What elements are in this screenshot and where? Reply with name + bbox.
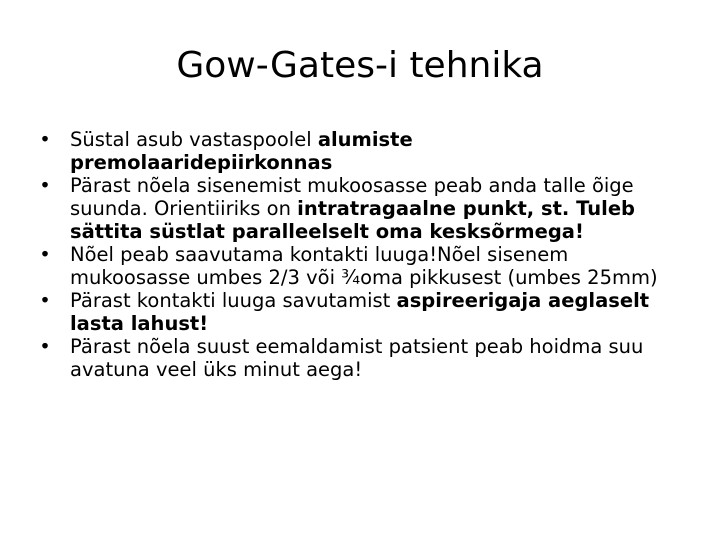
text-segment: Pärast nõela sisenemist mukoosasse peab anda talle õige suunda. Orientiiriks on: [70, 174, 634, 220]
bullet-item: [36, 128, 676, 174]
bold-text-segment: alumiste premolaaridepiirkonnas: [70, 128, 413, 174]
bullet-item: [36, 174, 676, 243]
bullet-item: [36, 243, 676, 289]
text-segment: Süstal asub vastaspoolel: [70, 128, 318, 151]
slide-title: Gow-Gates-i tehnika: [176, 45, 544, 86]
text-segment: Pärast kontakti luuga savutamist: [70, 289, 397, 312]
bullet-icon: •: [39, 335, 51, 358]
bullet-icon: •: [39, 128, 51, 151]
text-segment: Pärast nõela suust eemaldamist patsient peab hoidma suu avatuna veel üks minut aega!: [70, 335, 644, 381]
text-segment: Nõel peab saavutama kontakti luuga!Nõel sisenem mukoosasse umbes 2/3 või ¾oma pikkusest (umbes 25mm): [70, 243, 658, 289]
bullet-text: [70, 128, 413, 174]
bullet-icon: •: [39, 243, 51, 266]
bullet-icon: •: [39, 174, 51, 197]
bullet-list: [36, 128, 676, 381]
bullet-icon: •: [39, 289, 51, 312]
bullet-text: [70, 289, 649, 335]
bullet-item: [36, 289, 676, 335]
bullet-item: [36, 335, 676, 381]
bold-text-segment: aspireerigaja aeglaselt lasta lahust!: [70, 289, 650, 335]
bullet-text: [70, 174, 635, 243]
bold-text-segment: intratragaalne punkt, st. Tuleb sättita süstlat paralleelselt oma kesksõrmega!: [70, 197, 636, 243]
bullet-text: [70, 335, 643, 381]
bullet-text: [70, 243, 658, 289]
